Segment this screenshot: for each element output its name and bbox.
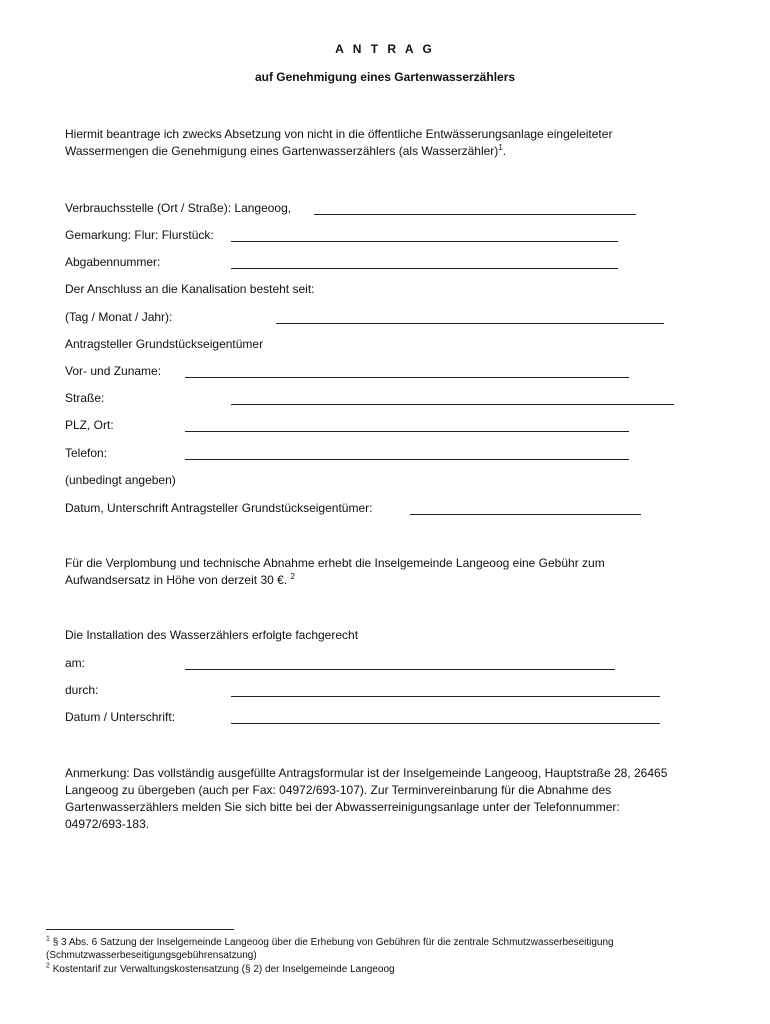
installation-durch-label: durch:: [65, 683, 99, 697]
gemarkung-label: Gemarkung: Flur: Flurstück:: [65, 228, 214, 242]
unterschrift-input-line[interactable]: [410, 514, 641, 515]
footnote-ref-2[interactable]: 2: [290, 572, 295, 581]
installation-am-input-line[interactable]: [185, 669, 615, 670]
footnote-2-text: Kostentarif zur Verwaltungskostensatzung (§ 2) der Inselgemeinde Langeoog: [52, 964, 395, 975]
intro-line-2-text: Wassermengen die Genehmigung eines Gartenwasserzählers (als Wasserzähler): [65, 144, 499, 158]
installation-am-label: am:: [65, 656, 86, 670]
footnote-1-text: § 3 Abs. 6 Satzung der Inselgemeinde Langeoog über die Erhebung von Gebühren für die zentrale Schmutzwasserbeseitigung: [52, 937, 614, 948]
fee-line-1: Für die Verplombung und technische Abnahme erhebt die Inselgemeinde Langeoog eine Gebühr zum: [65, 556, 605, 570]
anschluss-date-input-line[interactable]: [276, 323, 664, 324]
note-line-3: Gartenwasserzählers melden Sie sich bitte bei der Abwasserreinigungsanlage unter der Telefonnummer:: [65, 800, 620, 814]
fee-paragraph: [65, 555, 605, 589]
name-label: Vor- und Zuname:: [65, 364, 162, 378]
footnote-1-mark: 1: [46, 935, 50, 943]
strasse-label: Straße:: [65, 391, 105, 405]
footnote-1-line-1: [46, 936, 614, 949]
footnote-1: [46, 936, 614, 962]
footnote-1-line-2: (Schmutzwasserbeseitigungsgebührensatzung): [46, 950, 257, 961]
footnote-2: [46, 963, 395, 976]
document-subtitle: auf Genehmigung eines Gartenwasserzählers: [254, 70, 516, 84]
note-line-4: 04972/693-183.: [65, 817, 150, 831]
note-line-2: Langeoog zu übergeben (auch per Fax: 04972/693-107). Zur Terminvereinbarung für die Abnahme des: [65, 783, 612, 797]
intro-line-2-tail: .: [502, 144, 507, 158]
footnote-ref-1[interactable]: 1: [498, 143, 503, 152]
verbrauchsstelle-label: Verbrauchsstelle (Ort / Straße): Langeoog,: [65, 201, 292, 215]
telefon-label: Telefon:: [65, 446, 108, 460]
intro-paragraph: [65, 126, 612, 160]
plz-ort-label: PLZ, Ort:: [65, 418, 114, 432]
note-paragraph: [65, 765, 667, 833]
footnote-divider: [46, 929, 234, 930]
verbrauchsstelle-input-line[interactable]: [314, 214, 636, 215]
abgabennummer-input-line[interactable]: [231, 268, 618, 269]
note-line-1: Anmerkung: Das vollständig ausgefüllte Antragsformular ist der Inselgemeinde Langeoog, Hauptstraße 28, 26465: [65, 766, 668, 780]
telefon-hint: (unbedingt angeben): [65, 473, 176, 487]
intro-line-1: Hiermit beantrage ich zwecks Absetzung von nicht in die öffentliche Entwässerungsanlage eingeleiteter: [65, 127, 613, 141]
telefon-input-line[interactable]: [185, 459, 629, 460]
installation-heading: Die Installation des Wasserzählers erfolgte fachgerecht: [65, 628, 359, 642]
plz-ort-input-line[interactable]: [185, 431, 629, 432]
intro-line-2: [65, 143, 612, 160]
document-title: A N T R A G: [335, 42, 435, 56]
unterschrift-label: Datum, Unterschrift Antragsteller Grundstückseigentümer:: [65, 501, 373, 515]
anschluss-date-label: (Tag / Monat / Jahr):: [65, 310, 173, 324]
gemarkung-input-line[interactable]: [231, 241, 618, 242]
abgabennummer-label: Abgabennummer:: [65, 255, 161, 269]
strasse-input-line[interactable]: [231, 404, 674, 405]
name-input-line[interactable]: [185, 377, 629, 378]
anschluss-label: Der Anschluss an die Kanalisation besteht seit:: [65, 282, 315, 296]
installation-durch-input-line[interactable]: [231, 696, 660, 697]
fee-line-2-text: Aufwandsersatz in Höhe von derzeit 30 €.: [65, 573, 288, 587]
installation-datum-input-line[interactable]: [231, 723, 660, 724]
footnote-2-mark: 2: [46, 962, 50, 970]
antragsteller-heading: Antragsteller Grundstückseigentümer: [65, 337, 264, 351]
fee-line-2: [65, 572, 605, 589]
installation-datum-label: Datum / Unterschrift:: [65, 710, 176, 724]
